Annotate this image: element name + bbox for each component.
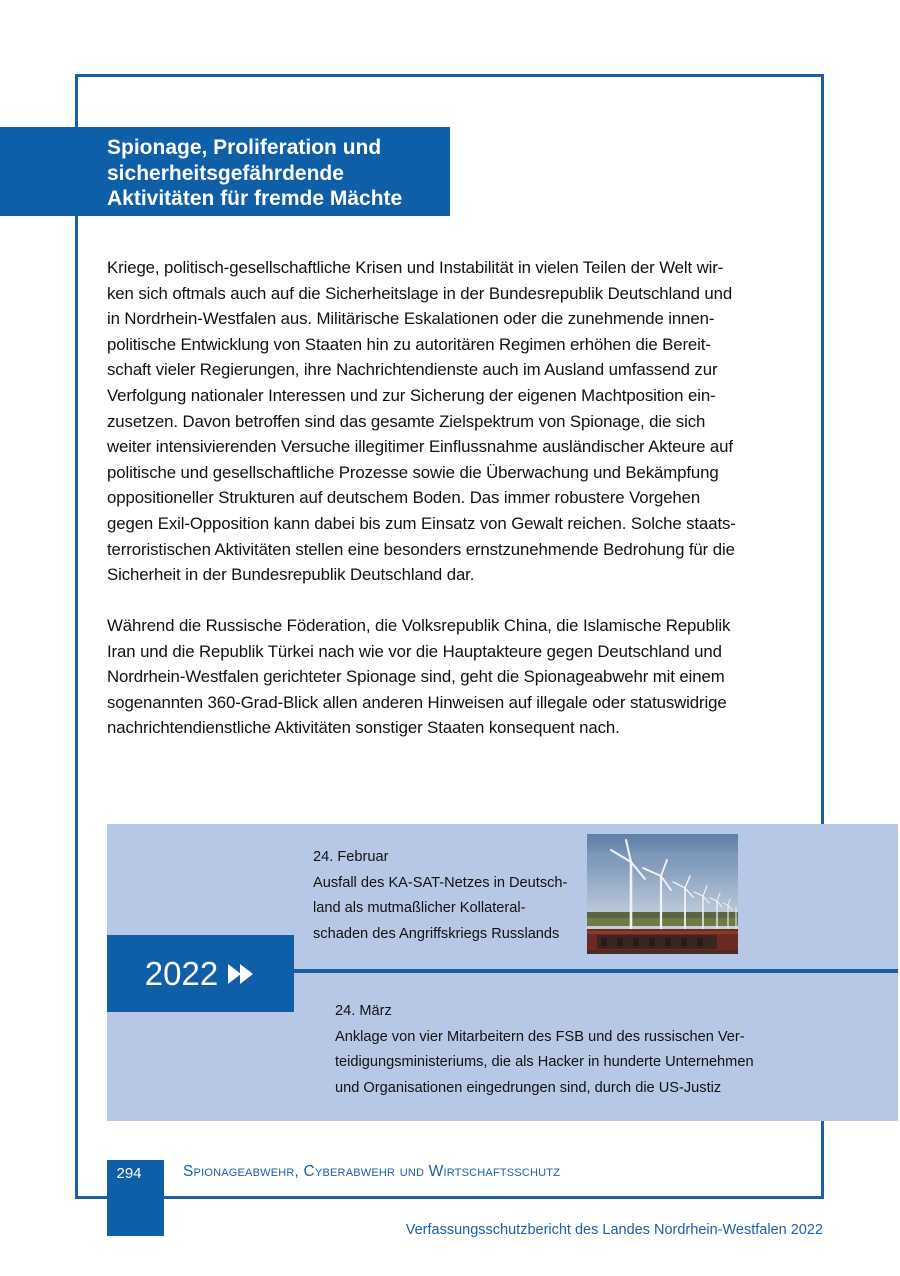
text-line: schaft vieler Regierungen, ihre Nachrichtendienste auch im Ausland umfassend zur bbox=[107, 360, 718, 380]
text-line: Sicherheit in der Bundesrepublik Deutschland dar. bbox=[107, 565, 475, 585]
timeline-event-1 bbox=[313, 845, 583, 948]
body-paragraph-1 bbox=[107, 255, 807, 588]
text-line: sogenannten 360-Grad-Blick allen anderen Hinweisen auf illegale oder statuswidrige bbox=[107, 692, 727, 712]
wind-turbines-photo bbox=[587, 834, 738, 954]
page-number: 294 bbox=[116, 1165, 142, 1182]
text-line: nachrichtendienstliche Aktivitäten sonstiger Staaten konsequent nach. bbox=[107, 718, 620, 738]
text-line: politische Entwicklung von Staaten hin zu autoritären Regimen erhöhen die Bereit- bbox=[107, 334, 711, 354]
event-date: 24. März bbox=[335, 1003, 392, 1019]
text-line: Verfolgung nationaler Interessen und zur Sicherung der eigenen Machtposition ein- bbox=[107, 385, 716, 405]
section-title-band bbox=[0, 127, 450, 216]
double-chevron-right-icon bbox=[228, 963, 256, 985]
timeline-year-box bbox=[107, 935, 294, 1012]
timeline-divider bbox=[294, 969, 898, 973]
section-title bbox=[107, 135, 447, 212]
text-line: Kriege, politisch-gesellschaftliche Krisen und Instabilität in vielen Teilen der Welt wir- bbox=[107, 258, 724, 277]
timeline-panel bbox=[107, 824, 898, 1121]
text-line: Nordrhein-Westfalen gerichteter Spionage sind, geht die Spionageabwehr mit einem bbox=[107, 667, 725, 687]
text-line: ken sich oftmals auch auf die Sicherheitslage in der Bundesrepublik Deutschland und bbox=[107, 283, 733, 303]
event-text-line: Ausfall des KA-SAT-Netzes in Deutsch- bbox=[313, 874, 568, 891]
page-number-box bbox=[107, 1160, 164, 1236]
body-paragraph-2 bbox=[107, 613, 807, 741]
section-title-line: Aktivitäten für fremde Mächte bbox=[107, 187, 403, 210]
text-line: politische und gesellschaftliche Prozesse sowie die Überwachung und Bekämpfung bbox=[107, 462, 719, 482]
publication-footer: Verfassungsschutzbericht des Landes Nordrhein-Westfalen 2022 bbox=[405, 1222, 823, 1238]
event-text-line: teidigungsministeriums, die als Hacker in hunderte Unternehmen bbox=[335, 1054, 754, 1071]
text-line: oppositioneller Strukturen auf deutschem Boden. Das immer robustere Vorgehen bbox=[107, 488, 701, 508]
running-head: Spionageabwehr, Cyberabwehr und Wirtschaftsschutz bbox=[183, 1163, 561, 1180]
event-text-line: und Organisationen eingedrungen sind, durch die US-Justiz bbox=[335, 1080, 722, 1097]
event-text-line: schaden des Angriffskriegs Russlands bbox=[313, 926, 560, 943]
text-line: terroristischen Aktivitäten stellen eine besonders ernstzunehmende Bedrohung für die bbox=[107, 539, 735, 559]
text-line: gegen Exil-Opposition kann dabei bis zum Einsatz von Gewalt reichen. Solche staats- bbox=[107, 513, 736, 533]
text-line: weiter intensivierenden Versuche illegitimer Einflussnahme ausländischer Akteure auf bbox=[107, 437, 733, 457]
event-text-line: Anklage von vier Mitarbeitern des FSB und des russischen Ver- bbox=[335, 1028, 745, 1045]
text-line: Während die Russische Föderation, die Volksrepublik China, die Islamische Republik bbox=[107, 616, 731, 635]
text-line: in Nordrhein-Westfalen aus. Militärische Eskalationen oder die zunehmende innen- bbox=[107, 309, 715, 329]
text-line: Iran und die Republik Türkei nach wie vor die Hauptakteure gegen Deutschland und bbox=[107, 641, 722, 661]
section-title-line: Spionage, Proliferation und bbox=[107, 136, 382, 159]
timeline-year: 2022 bbox=[144, 955, 219, 992]
event-text-line: land als mutmaßlicher Kollateral- bbox=[313, 900, 526, 917]
section-title-line: sicherheitsgefährdende bbox=[107, 161, 344, 185]
event-date: 24. Februar bbox=[313, 849, 389, 865]
text-line: zusetzen. Davon betroffen sind das gesamte Zielspektrum von Spionage, die sich bbox=[107, 411, 706, 431]
timeline-event-2 bbox=[335, 999, 805, 1102]
